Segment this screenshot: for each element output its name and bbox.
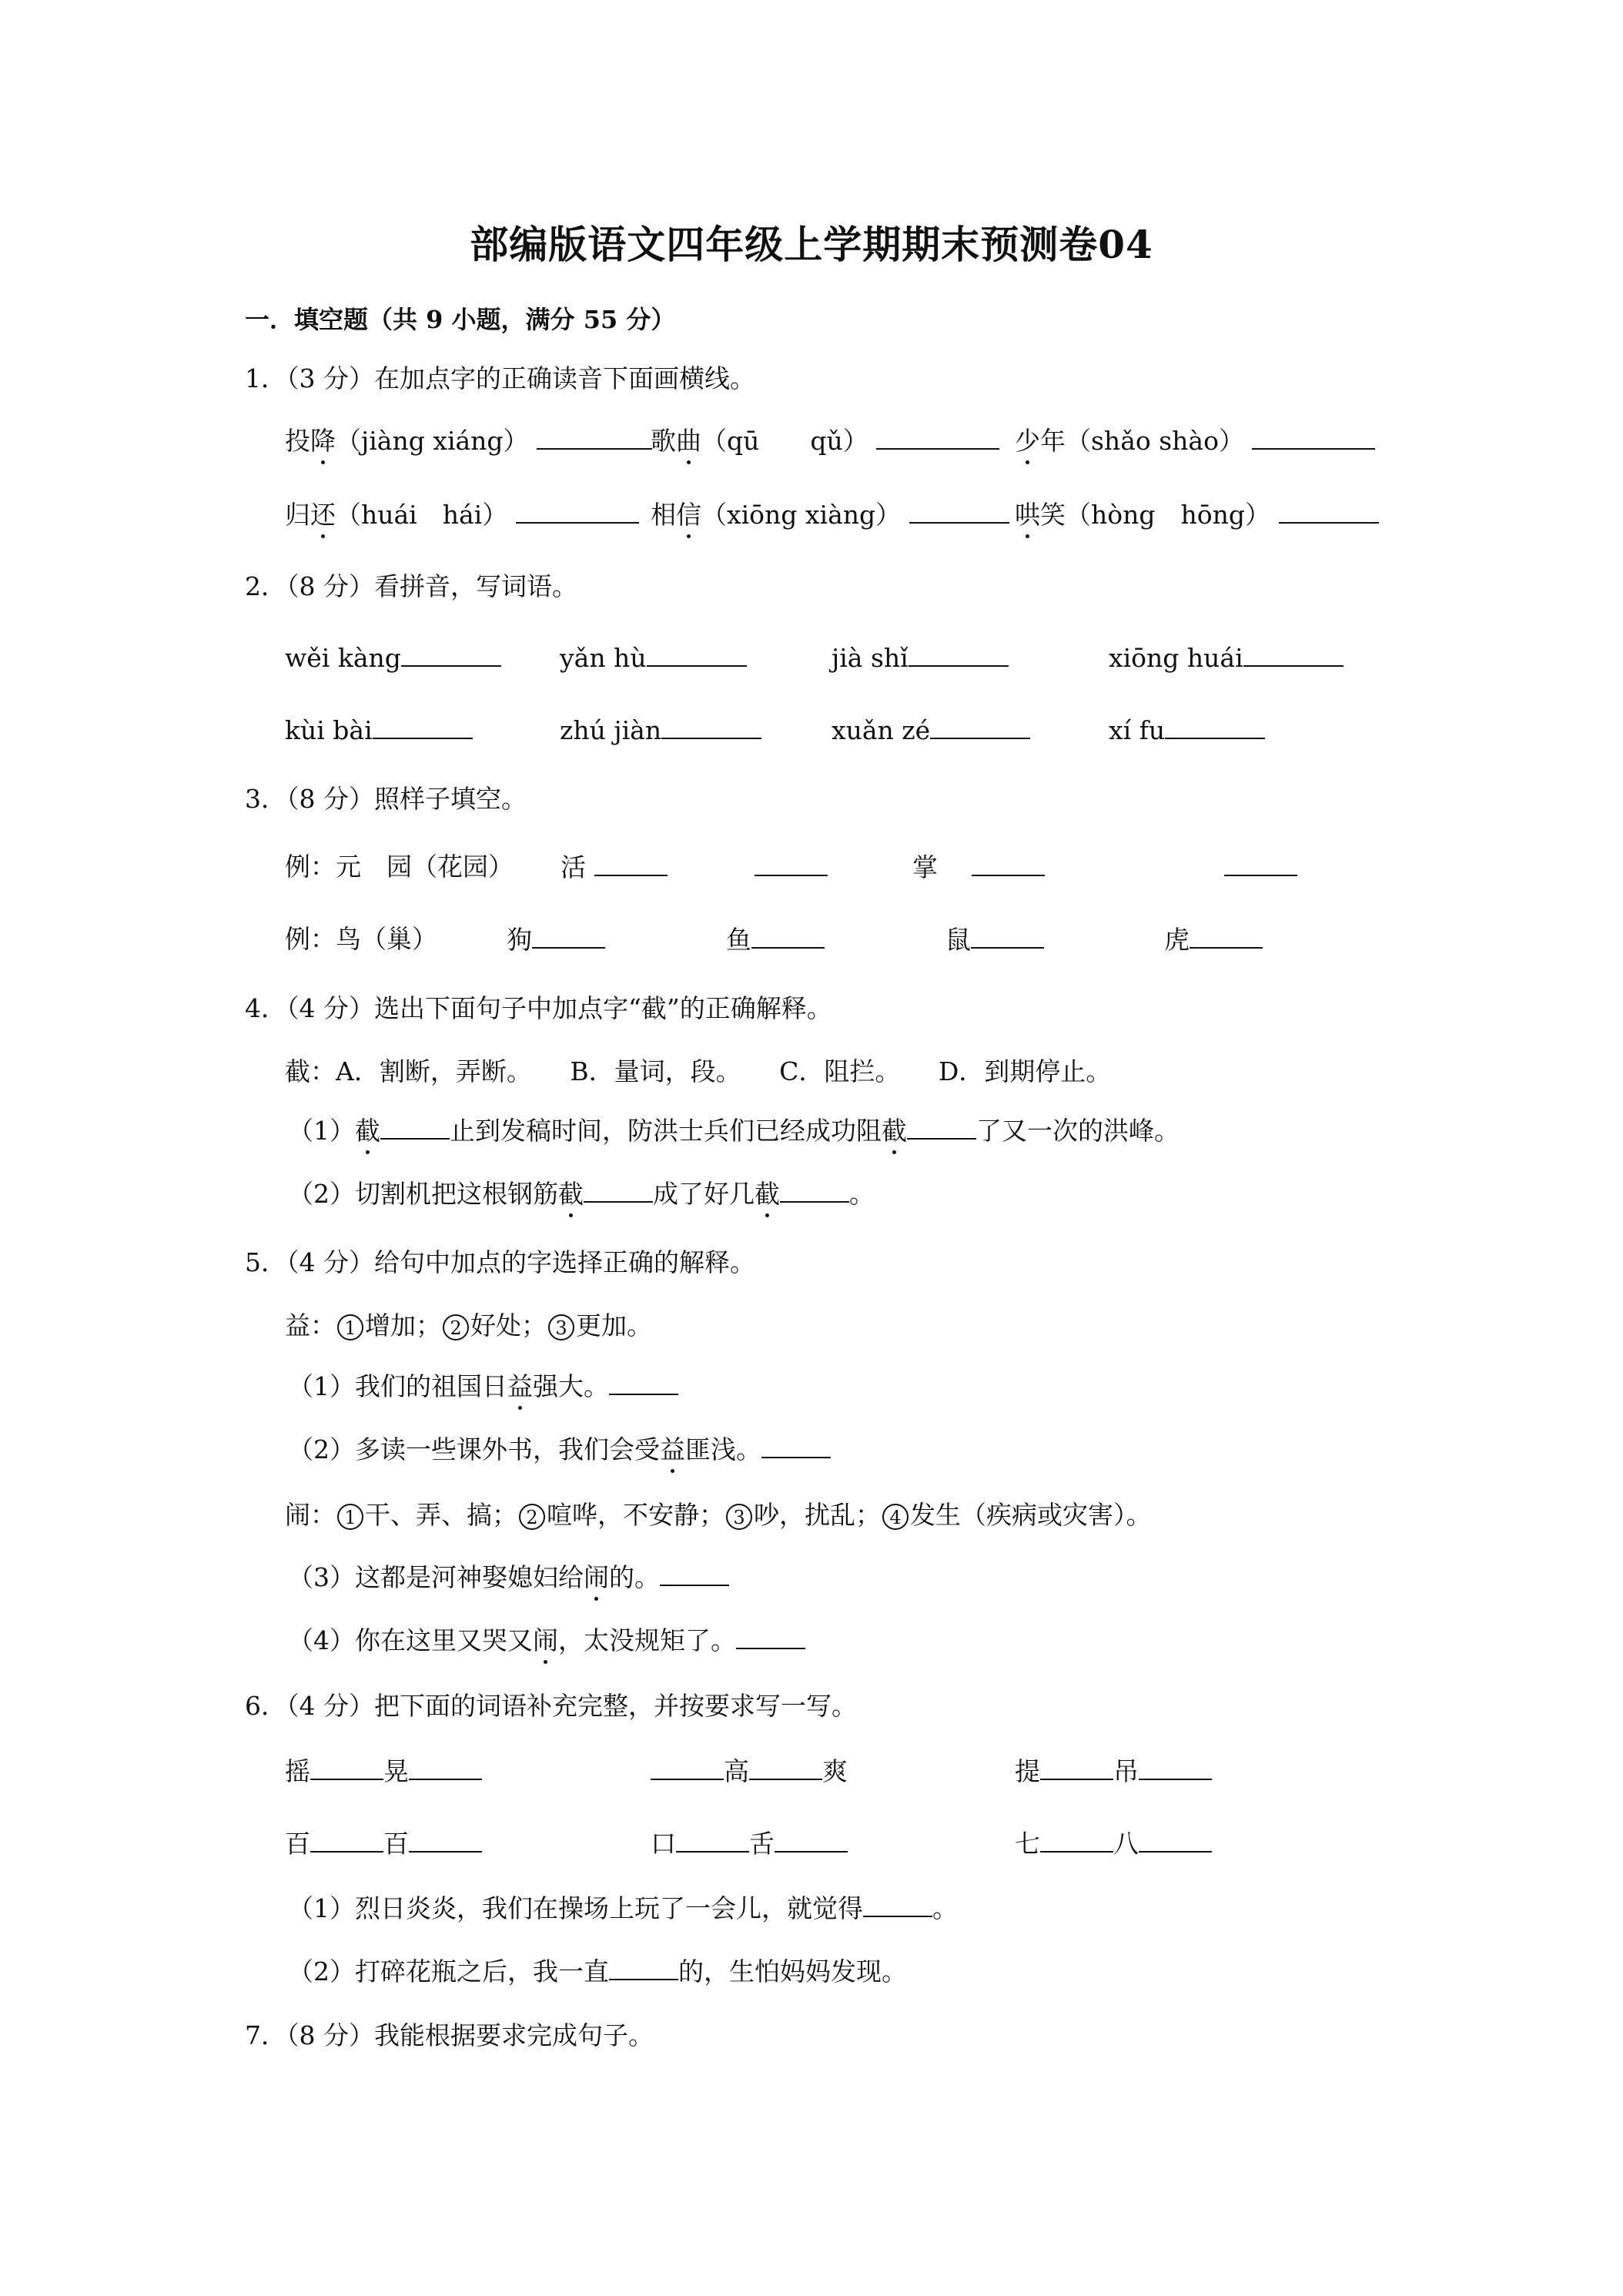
pinyin-item: kùi bài xyxy=(285,715,473,746)
answer-blank[interactable] xyxy=(609,1371,678,1395)
answer-blank[interactable] xyxy=(863,1893,932,1917)
answer-blank[interactable] xyxy=(930,715,1030,739)
pinyin-item: xiōng huái xyxy=(1109,642,1344,674)
answer-blank[interactable] xyxy=(660,1561,729,1586)
answer-blank[interactable] xyxy=(907,1115,976,1140)
q5-sentence-2: （2）多读一些课外书，我们会受益匪浅。 xyxy=(288,1434,831,1465)
pinyin-item: yǎn hù xyxy=(560,642,747,674)
pinyin-item: jià shǐ xyxy=(832,642,1009,674)
answer-blank[interactable] xyxy=(380,1115,450,1140)
answer-blank[interactable] xyxy=(537,425,652,450)
q1-item: 哄笑（hòng hōng） xyxy=(1015,499,1379,530)
q5-sentence-3: （3）这都是河神娶媳妇给闹的。 xyxy=(288,1561,729,1593)
fill-item xyxy=(755,852,828,883)
fill-item: 鱼 xyxy=(726,924,825,956)
answer-blank[interactable] xyxy=(1243,642,1344,667)
example-text: 例：鸟（巢） xyxy=(285,924,437,954)
answer-blank[interactable] xyxy=(755,852,828,876)
answer-blank[interactable] xyxy=(676,1828,749,1853)
idiom-item: 百 百 xyxy=(285,1828,482,1859)
answer-blank[interactable] xyxy=(409,1755,482,1780)
fill-item: 掌 xyxy=(912,852,1045,883)
pinyin-item: wěi kàng xyxy=(285,642,501,674)
idiom-item: 摇 晃 xyxy=(285,1755,482,1787)
answer-blank[interactable] xyxy=(761,1434,831,1458)
question-2-prompt: 2．（8 分）看拼音，写词语。 xyxy=(245,571,577,601)
question-5-prompt: 5．（4 分）给句中加点的字选择正确的解释。 xyxy=(245,1247,755,1277)
answer-blank[interactable] xyxy=(1190,924,1263,949)
answer-blank[interactable] xyxy=(909,499,1009,524)
answer-blank[interactable] xyxy=(876,425,999,450)
question-3-prompt: 3．（8 分）照样子填空。 xyxy=(245,784,527,814)
question-1-prompt: 1．（3 分）在加点字的正确读音下面画横线。 xyxy=(245,363,755,393)
answer-blank[interactable] xyxy=(780,1178,849,1203)
q1-item: 歌曲（qū qǔ） xyxy=(651,425,999,457)
answer-blank[interactable] xyxy=(909,642,1009,667)
yi-definitions: 益： 1 增加； 2 好处； 3 更加。 xyxy=(285,1310,652,1340)
answer-blank[interactable] xyxy=(736,1625,805,1649)
q6-sentence-1: （1）烈日炎炎，我们在操场上玩了一会儿，就觉得 。 xyxy=(288,1893,958,1923)
q1-item: 归还（huái hái） xyxy=(285,499,639,530)
answer-blank[interactable] xyxy=(661,715,761,739)
q1-item: 投降（jiàng xiáng） xyxy=(285,425,652,457)
q6-sentence-2: （2）打碎花瓶之后，我一直 的，生怕妈妈发现。 xyxy=(288,1956,907,1986)
q5-sentence-4: （4）你在这里又哭又闹，太没规矩了。 xyxy=(288,1625,805,1656)
answer-blank[interactable] xyxy=(1279,499,1379,524)
answer-blank[interactable] xyxy=(609,1956,678,1980)
answer-blank[interactable] xyxy=(1139,1828,1212,1853)
idiom-item: 提 吊 xyxy=(1015,1755,1212,1787)
q1-item: 相信（xiōng xiàng） xyxy=(651,499,1009,530)
answer-blank[interactable] xyxy=(1165,715,1265,739)
answer-blank[interactable] xyxy=(775,1828,848,1853)
answer-blank[interactable] xyxy=(651,1755,724,1780)
fill-item: 狗 xyxy=(507,924,605,956)
pinyin-item: xuǎn zé xyxy=(832,715,1030,746)
answer-blank[interactable] xyxy=(972,852,1045,876)
q4-sentence-1: （1）截 止到发稿时间，防洪士兵们已经成功阻截 了又一次的洪峰。 xyxy=(288,1116,1180,1146)
fill-item: 虎 xyxy=(1164,924,1263,956)
q4-options: 截：A．割断，弄断。 B．量词，段。 C．阻拦。 D．到期停止。 xyxy=(285,1056,1112,1086)
fill-item xyxy=(1224,852,1297,883)
question-7-prompt: 7．（8 分）我能根据要求完成句子。 xyxy=(245,2020,654,2050)
answer-blank[interactable] xyxy=(1252,425,1375,450)
answer-blank[interactable] xyxy=(310,1755,383,1780)
page-title: 部编版语文四年级上学期期末预测卷04 xyxy=(470,222,1153,267)
q5-sentence-1: （1）我们的祖国日益强大。 xyxy=(288,1371,678,1402)
answer-blank[interactable] xyxy=(1040,1828,1113,1853)
pinyin-item: zhú jiàn xyxy=(560,715,761,746)
idiom-item: 口 舌 xyxy=(651,1828,848,1859)
answer-blank[interactable] xyxy=(373,715,473,739)
fill-item: 活 xyxy=(561,852,668,883)
idiom-item: 高 爽 xyxy=(651,1755,848,1787)
answer-blank[interactable] xyxy=(647,642,747,667)
answer-blank[interactable] xyxy=(584,1178,653,1203)
section-heading: 一．填空题（共 9 小题，满分 55 分） xyxy=(245,305,676,334)
answer-blank[interactable] xyxy=(409,1828,482,1853)
answer-blank[interactable] xyxy=(532,924,605,949)
answer-blank[interactable] xyxy=(749,1755,822,1780)
example-text: 例：元 园（花园） xyxy=(285,852,514,882)
fill-item: 鼠 xyxy=(945,924,1044,956)
nao-definitions: 闹： 1 干、弄、搞； 2 喧哗，不安静； 3 吵，扰乱； 4 发生（疾病或灾害）。 xyxy=(285,1500,1152,1530)
answer-blank[interactable] xyxy=(1040,1755,1113,1780)
answer-blank[interactable] xyxy=(401,642,501,667)
answer-blank[interactable] xyxy=(310,1828,383,1853)
answer-blank[interactable] xyxy=(971,924,1044,949)
answer-blank[interactable] xyxy=(1139,1755,1212,1780)
pinyin-item: xí fu xyxy=(1109,715,1265,746)
question-6-prompt: 6．（4 分）把下面的词语补充完整，并按要求写一写。 xyxy=(245,1691,857,1721)
q1-item: 少年（shǎo shào） xyxy=(1015,425,1375,457)
answer-blank[interactable] xyxy=(751,924,825,949)
answer-blank[interactable] xyxy=(516,499,639,524)
idiom-item: 七 八 xyxy=(1015,1828,1212,1859)
q4-sentence-2: （2）切割机把这根钢筋截 成了好几截 。 xyxy=(288,1179,875,1209)
answer-blank[interactable] xyxy=(1224,852,1297,876)
answer-blank[interactable] xyxy=(594,852,668,876)
question-4-prompt: 4．（4 分）选出下面句子中加点字“截”的正确解释。 xyxy=(245,993,832,1023)
